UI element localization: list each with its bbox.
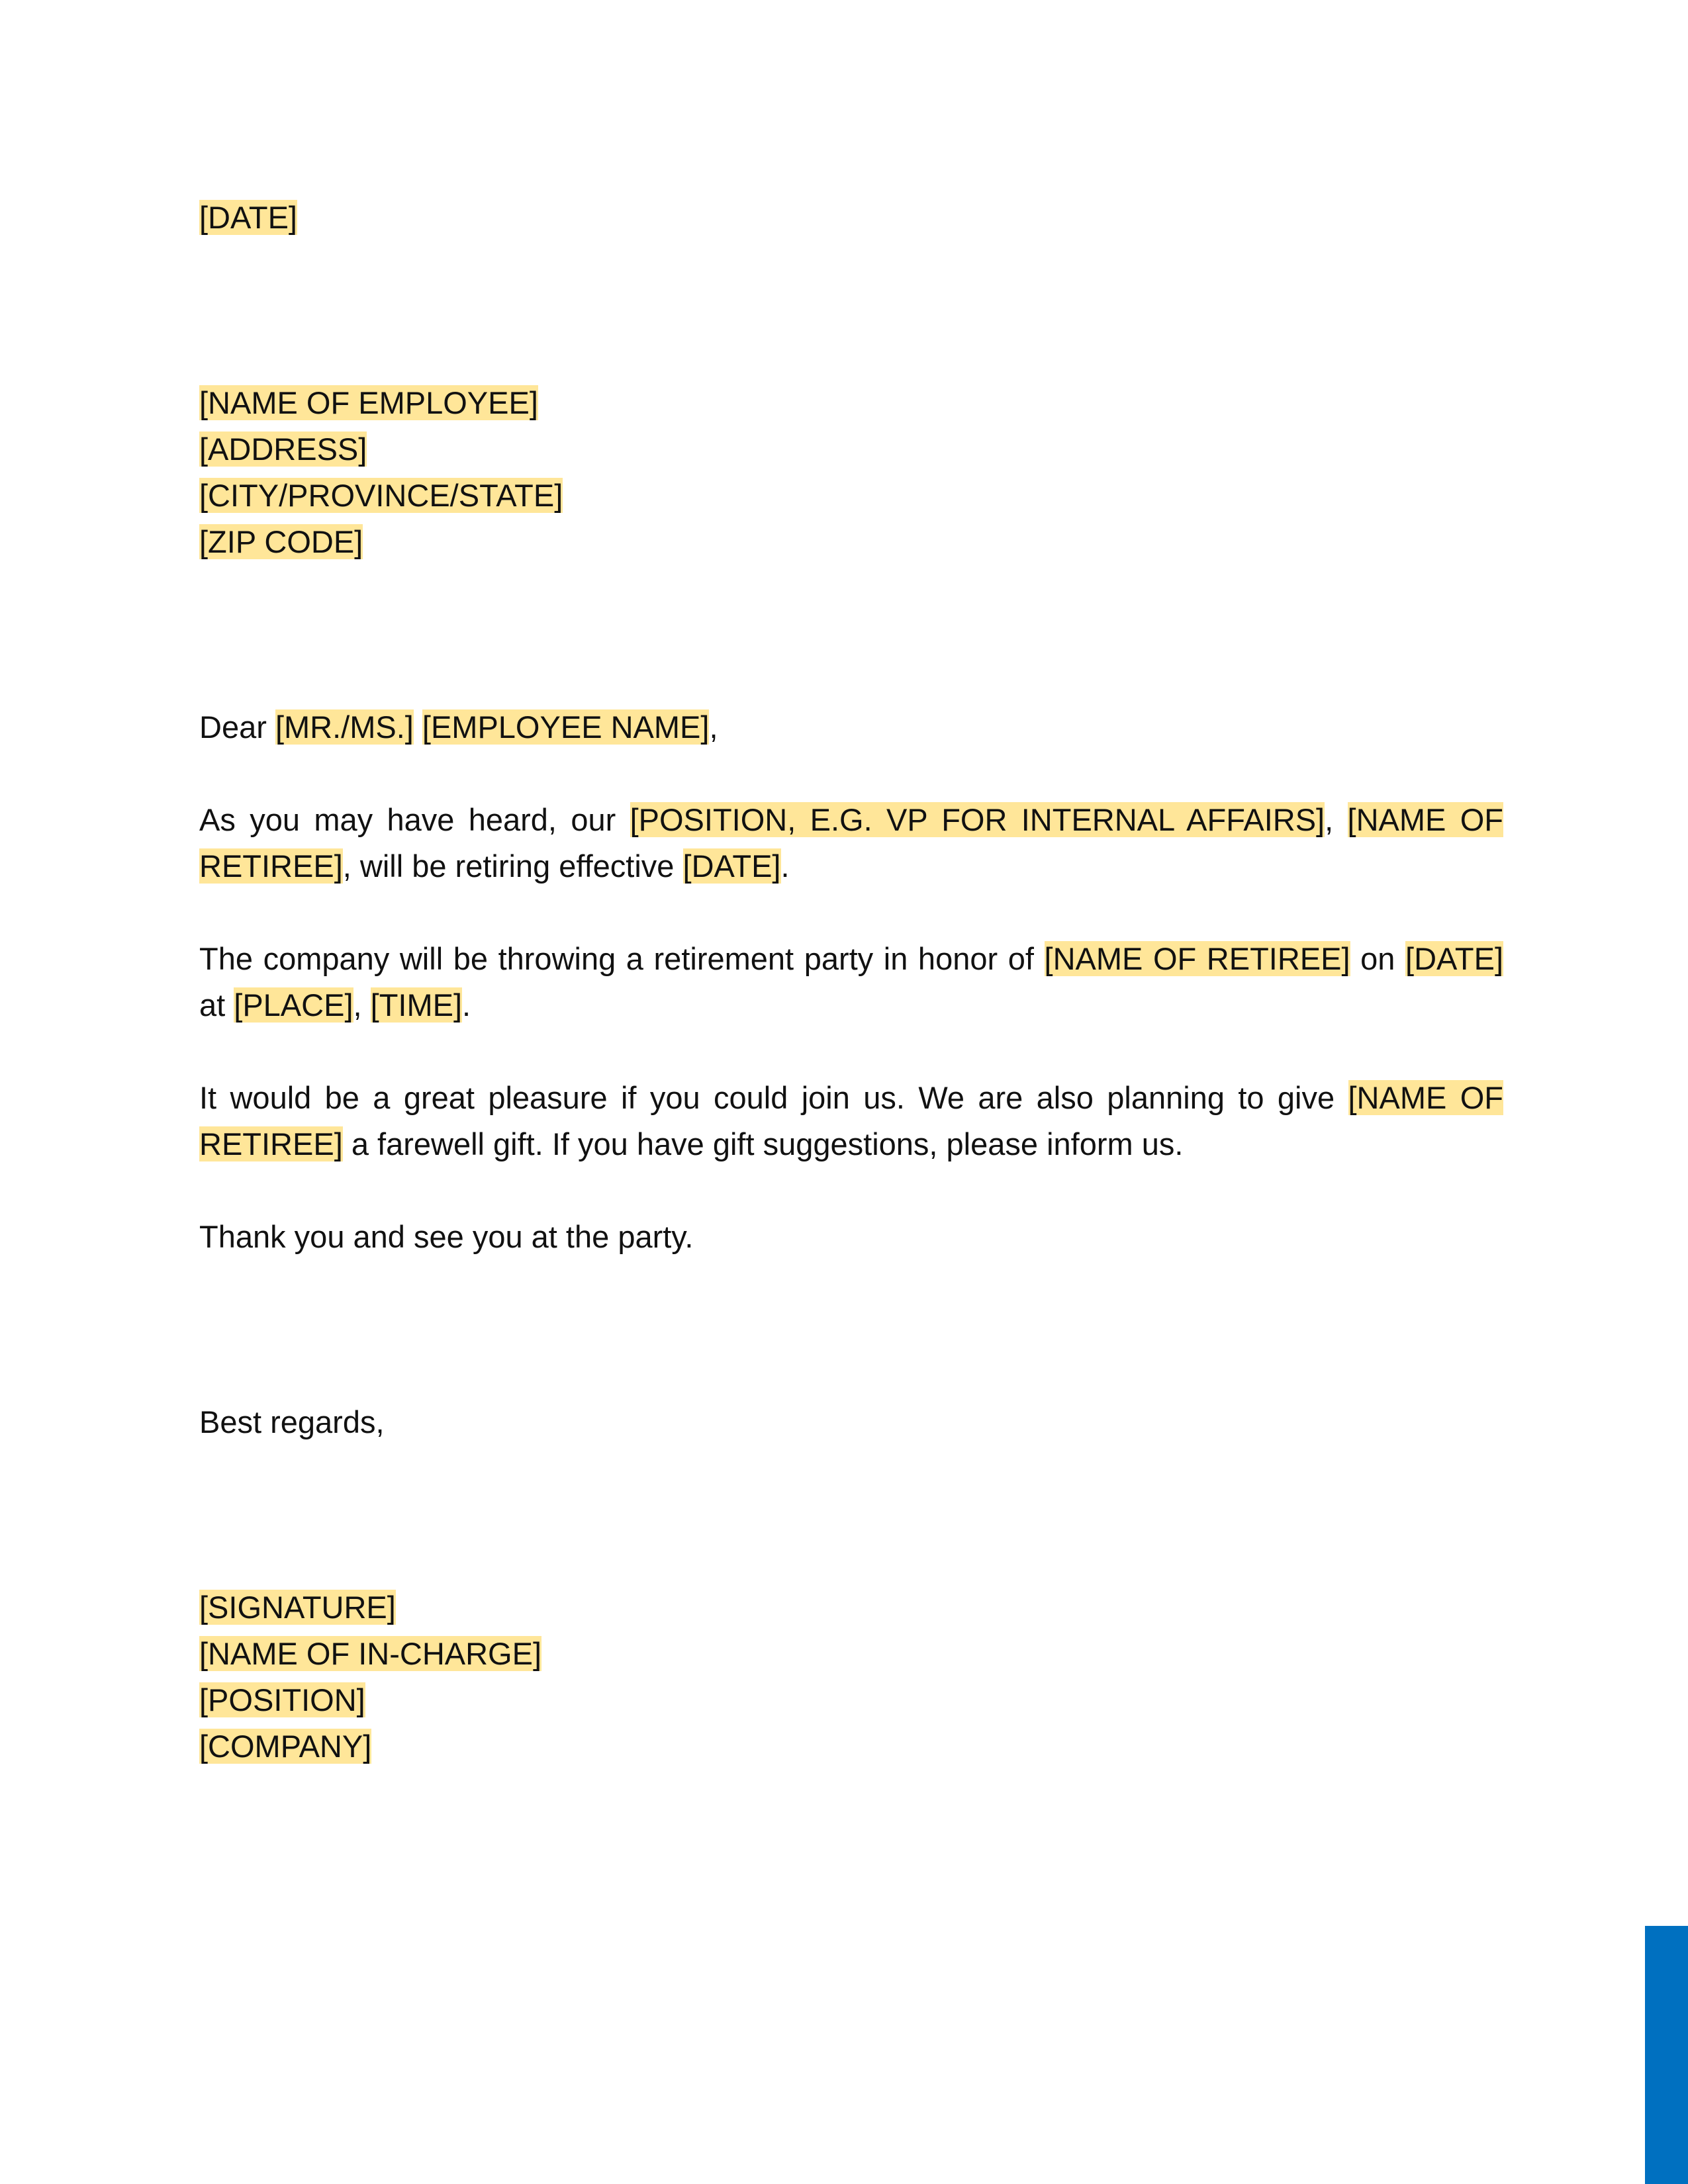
party-date-placeholder[interactable]: [DATE] [1405,941,1504,976]
retiree-name-placeholder[interactable]: [NAME OF RETIREE] [199,802,1503,884]
date-line [199,195,1503,241]
recipient-zip-placeholder[interactable]: [ZIP CODE] [199,524,363,559]
retiree-name-placeholder[interactable]: [NAME OF RETIREE] [199,1080,1503,1161]
p2-text-4: , [353,987,362,1023]
blue-accent-bar [1645,1926,1688,2184]
in-charge-name-placeholder[interactable]: [NAME OF IN-CHARGE] [199,1636,542,1671]
recipient-name-placeholder[interactable]: [NAME OF EMPLOYEE] [199,385,538,420]
signature-block [199,1584,1503,1770]
p3-text-2: a farewell gift. If you have gift suggestions, please inform us. [351,1126,1184,1161]
paragraph-invitation-gift [199,1075,1503,1167]
paragraph-thank-you: Thank you and see you at the party. [199,1219,694,1254]
salutation-title-placeholder[interactable]: [MR./MS.] [275,709,414,745]
p1-text-3: , will be retiring effective [342,848,675,884]
retiree-name-placeholder[interactable]: [NAME OF RETIREE] [1044,941,1350,976]
p2-text-2: on [1360,941,1395,976]
position-placeholder[interactable]: [POSITION, E.G. VP FOR INTERNAL AFFAIRS] [630,802,1325,837]
date-placeholder[interactable]: [DATE] [199,200,297,235]
letter-body [199,195,1503,1770]
p2-text-1: The company will be throwing a retirement party in honor of [199,941,1034,976]
salutation-name-placeholder[interactable]: [EMPLOYEE NAME] [422,709,710,745]
recipient-address-placeholder[interactable]: [ADDRESS] [199,432,367,467]
p2-text-5: . [462,987,471,1023]
p3-text-1: It would be a great pleasure if you could join us. We are also planning to give [199,1080,1335,1115]
p1-text-2: , [1325,802,1334,837]
party-place-placeholder[interactable]: [PLACE] [234,987,353,1023]
effective-date-placeholder[interactable]: [DATE] [682,848,781,884]
paragraph-party-details [199,936,1503,1028]
recipient-address-block [199,380,1503,565]
closing-line: Best regards, [199,1404,385,1439]
p1-text-1: As you may have heard, our [199,802,616,837]
signature-placeholder[interactable]: [SIGNATURE] [199,1590,396,1625]
in-charge-position-placeholder[interactable]: [POSITION] [199,1682,365,1717]
p2-text-3: at [199,987,226,1023]
paragraph-retirement-announcement [199,797,1503,889]
recipient-city-placeholder[interactable]: [CITY/PROVINCE/STATE] [199,478,563,513]
salutation [199,704,1503,751]
salutation-dear: Dear [199,709,267,745]
company-placeholder[interactable]: [COMPANY] [199,1729,372,1764]
p1-text-4: . [780,848,790,884]
party-time-placeholder[interactable]: [TIME] [370,987,463,1023]
salutation-comma: , [709,709,718,745]
